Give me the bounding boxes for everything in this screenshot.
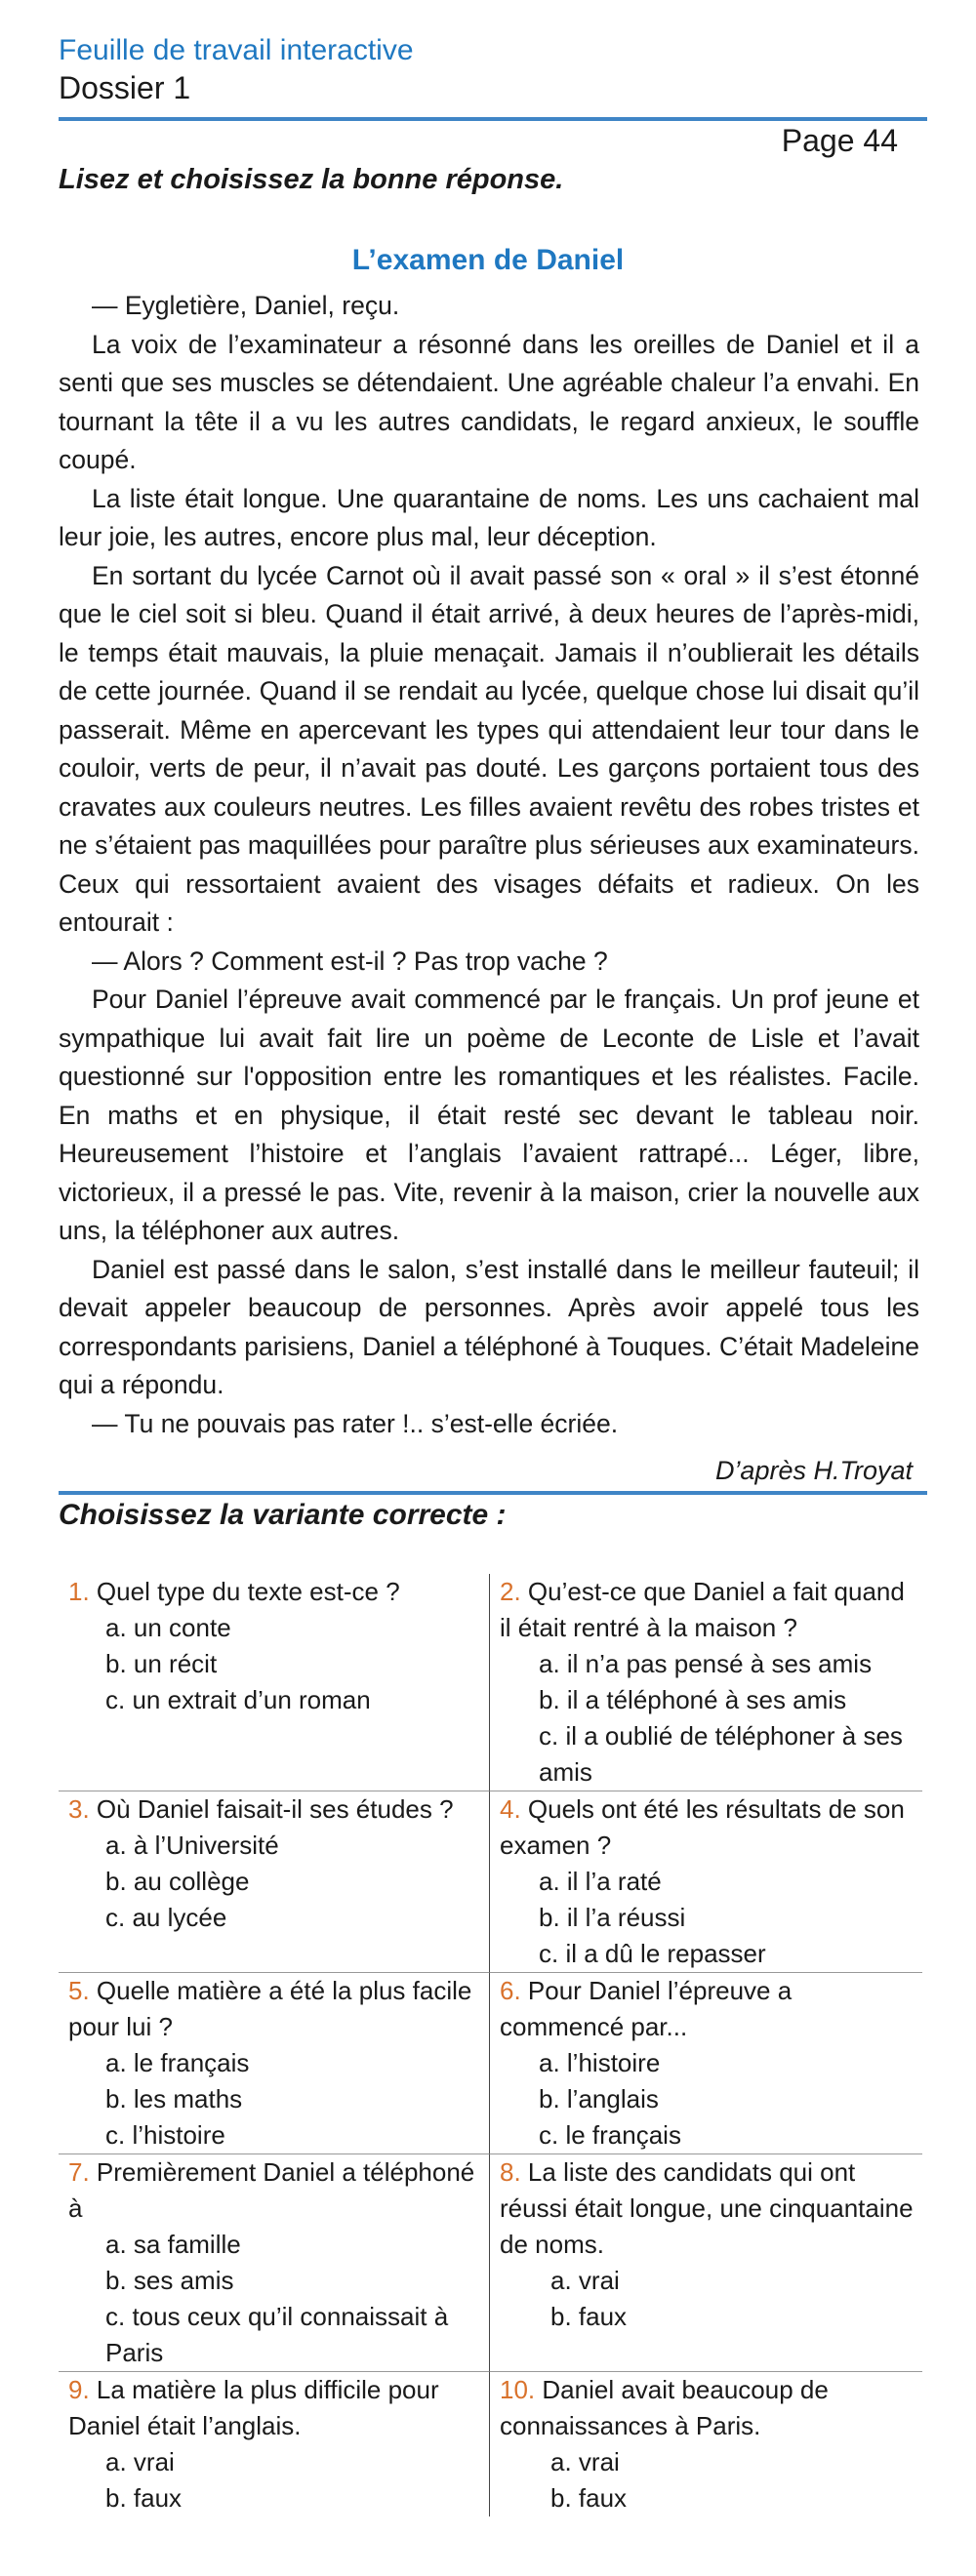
question-number: 6. bbox=[500, 1976, 521, 2005]
question-9 bbox=[59, 2372, 490, 2516]
question-text: Qu’est-ce que Daniel a fait quand il était rentré à la maison ? bbox=[500, 1577, 905, 1642]
answer-option[interactable]: c. un extrait d’un roman bbox=[105, 1685, 371, 1714]
question-text: Quel type du texte est-ce ? bbox=[96, 1577, 400, 1606]
question-text: Où Daniel faisait-il ses études ? bbox=[96, 1794, 454, 1824]
answer-option[interactable]: b. faux bbox=[550, 2302, 628, 2331]
answer-option[interactable]: b. l’anglais bbox=[539, 2084, 659, 2113]
story-paragraph: — Eygletière, Daniel, reçu. bbox=[92, 291, 400, 320]
story-title: L’examen de Daniel bbox=[351, 244, 625, 276]
question-5 bbox=[59, 1973, 490, 2154]
answer-option[interactable]: c. tous ceux qu’il connaissait à Paris bbox=[105, 2302, 449, 2367]
question-text: Premièrement Daniel a téléphoné à bbox=[68, 2157, 475, 2223]
answer-option[interactable]: a. le français bbox=[105, 2048, 250, 2077]
question-text: Pour Daniel l’épreuve a commencé par... bbox=[500, 1976, 793, 2041]
story-divider bbox=[59, 1491, 927, 1495]
answer-option[interactable]: b. ses amis bbox=[105, 2266, 234, 2295]
question-7 bbox=[59, 2154, 490, 2372]
question-text: Quelle matière a été la plus facile pour lui ? bbox=[68, 1976, 472, 2041]
answer-option[interactable]: a. vrai bbox=[550, 2266, 620, 2295]
story-text bbox=[59, 287, 919, 1443]
answer-option[interactable]: a. l’histoire bbox=[539, 2048, 661, 2077]
answer-option[interactable]: a. il l’a raté bbox=[539, 1867, 662, 1896]
worksheet-header bbox=[59, 31, 927, 107]
question-number: 4. bbox=[500, 1794, 521, 1824]
question-text: Quels ont été les résultats de son examen ? bbox=[500, 1794, 905, 1860]
answer-option[interactable]: a. il n’a pas pensé à ses amis bbox=[539, 1649, 873, 1678]
story-paragraph: La voix de l’examinateur a résonné dans les oreilles de Daniel et il a senti que ses muscles se détendaient. Une agréable chaleur l’a envahi. En tournant la tête il a vu les autres candidats, le regard anxieux, le souffle coupé. bbox=[59, 329, 919, 474]
exercise-title: Choisissez la variante correcte : bbox=[59, 1499, 507, 1531]
answer-option[interactable]: b. un récit bbox=[105, 1649, 218, 1678]
story-paragraph: Pour Daniel l’épreuve avait commencé par le français. Un prof jeune et sympathique lui avait fait lire un poème de Leconte de Lisle et l’avait questionné sur l'opposition entre les romantiques et les réalistes. Facile. En maths et en physique, il était resté sec devant le tableau noir. Heureusement l’histoire et l’anglais l’avaient rattrapé... Léger, libre, victorieux, il a pressé le pas. Vite, revenir à la maison, crier la nouvelle aux uns, la téléphoner aux autres. bbox=[59, 985, 919, 1245]
answer-option[interactable]: a. vrai bbox=[550, 2447, 620, 2476]
answer-option[interactable]: c. au lycée bbox=[105, 1903, 227, 1932]
question-1 bbox=[59, 1574, 490, 1791]
answer-option[interactable]: c. l’histoire bbox=[105, 2120, 225, 2150]
answer-option[interactable]: c. le français bbox=[539, 2120, 681, 2150]
question-3 bbox=[59, 1791, 490, 1973]
question-4 bbox=[490, 1791, 922, 1973]
question-number: 5. bbox=[68, 1976, 90, 2005]
answer-option[interactable]: b. il a téléphoné à ses amis bbox=[539, 1685, 847, 1714]
question-text: La matière la plus difficile pour Daniel était l’anglais. bbox=[68, 2375, 439, 2440]
answer-option[interactable]: b. faux bbox=[550, 2483, 628, 2513]
answer-option[interactable]: b. faux bbox=[105, 2483, 183, 2513]
question-number: 3. bbox=[68, 1794, 90, 1824]
page-number: Page 44 bbox=[781, 123, 898, 158]
answer-option[interactable]: a. sa famille bbox=[105, 2230, 241, 2259]
question-text: La liste des candidats qui ont réussi était longue, une cinquantaine de noms. bbox=[500, 2157, 914, 2259]
story-source: D’après H.Troyat bbox=[714, 1456, 913, 1485]
answer-option[interactable]: a. un conte bbox=[105, 1613, 231, 1642]
answer-option[interactable]: b. au collège bbox=[105, 1867, 250, 1896]
question-text: Daniel avait beaucoup de connaissances à Paris. bbox=[500, 2375, 829, 2440]
question-2 bbox=[490, 1574, 922, 1791]
answer-option[interactable]: a. vrai bbox=[105, 2447, 175, 2476]
story-paragraph: — Alors ? Comment est-il ? Pas trop vache ? bbox=[92, 946, 608, 976]
story-paragraph: — Tu ne pouvais pas rater !.. s’est-elle écriée. bbox=[92, 1408, 619, 1438]
question-grid bbox=[59, 1574, 922, 2516]
answer-option[interactable]: b. il l’a réussi bbox=[539, 1903, 686, 1932]
question-10 bbox=[490, 2372, 922, 2516]
answer-option[interactable]: c. il a dû le repasser bbox=[539, 1939, 766, 1968]
answer-option[interactable]: b. les maths bbox=[105, 2084, 243, 2113]
question-8 bbox=[490, 2154, 922, 2372]
story-paragraph: Daniel est passé dans le salon, s’est installé dans le meilleur fauteuil; il devait appeler beaucoup de personnes. Après avoir appelé tous les correspondants parisiens, Daniel a téléphoné à Touques. C’était Madeleine qui a répondu. bbox=[59, 1254, 919, 1399]
story-paragraph: La liste était longue. Une quarantaine de noms. Les uns cachaient mal leur joie, les autres, encore plus mal, leur déception. bbox=[59, 483, 919, 551]
question-number: 9. bbox=[68, 2375, 90, 2404]
dossier-label: Dossier 1 bbox=[59, 70, 191, 105]
question-number: 10. bbox=[500, 2375, 536, 2404]
story-paragraph: En sortant du lycée Carnot où il avait passé son « oral » il s’est étonné que le ciel soit si bleu. Quand il était arrivé, à deux heures de l’après-midi, le temps était mauvais, la pluie menaçait. Jamais il n’oublierait les détails de cette journée. Quand il se rendait au lycée, quelque chose lui disait qu’il passerait. Même en apercevant les types qui attendaient leur tour dans le couloir, verts de peur, il n’avait pas douté. Les garçons portaient tous des cravates aux couleurs neutres. Les filles avaient revêtu des robes tristes et ne s’étaient pas maquillées pour paraître plus sérieuses aux examinateurs. Ceux qui ressortaient avaient des visages défaits et radieux. On les entourait : bbox=[59, 560, 919, 937]
question-number: 7. bbox=[68, 2157, 90, 2187]
question-number: 2. bbox=[500, 1577, 521, 1606]
answer-option[interactable]: c. il a oublié de téléphoner à ses amis bbox=[539, 1721, 903, 1787]
question-6 bbox=[490, 1973, 922, 2154]
question-number: 8. bbox=[500, 2157, 521, 2187]
question-number: 1. bbox=[68, 1577, 90, 1606]
answer-option[interactable]: a. à l’Université bbox=[105, 1831, 279, 1860]
instruction: Lisez et choisissez la bonne réponse. bbox=[59, 164, 564, 195]
brand-title: Feuille de travail interactive bbox=[59, 34, 414, 66]
